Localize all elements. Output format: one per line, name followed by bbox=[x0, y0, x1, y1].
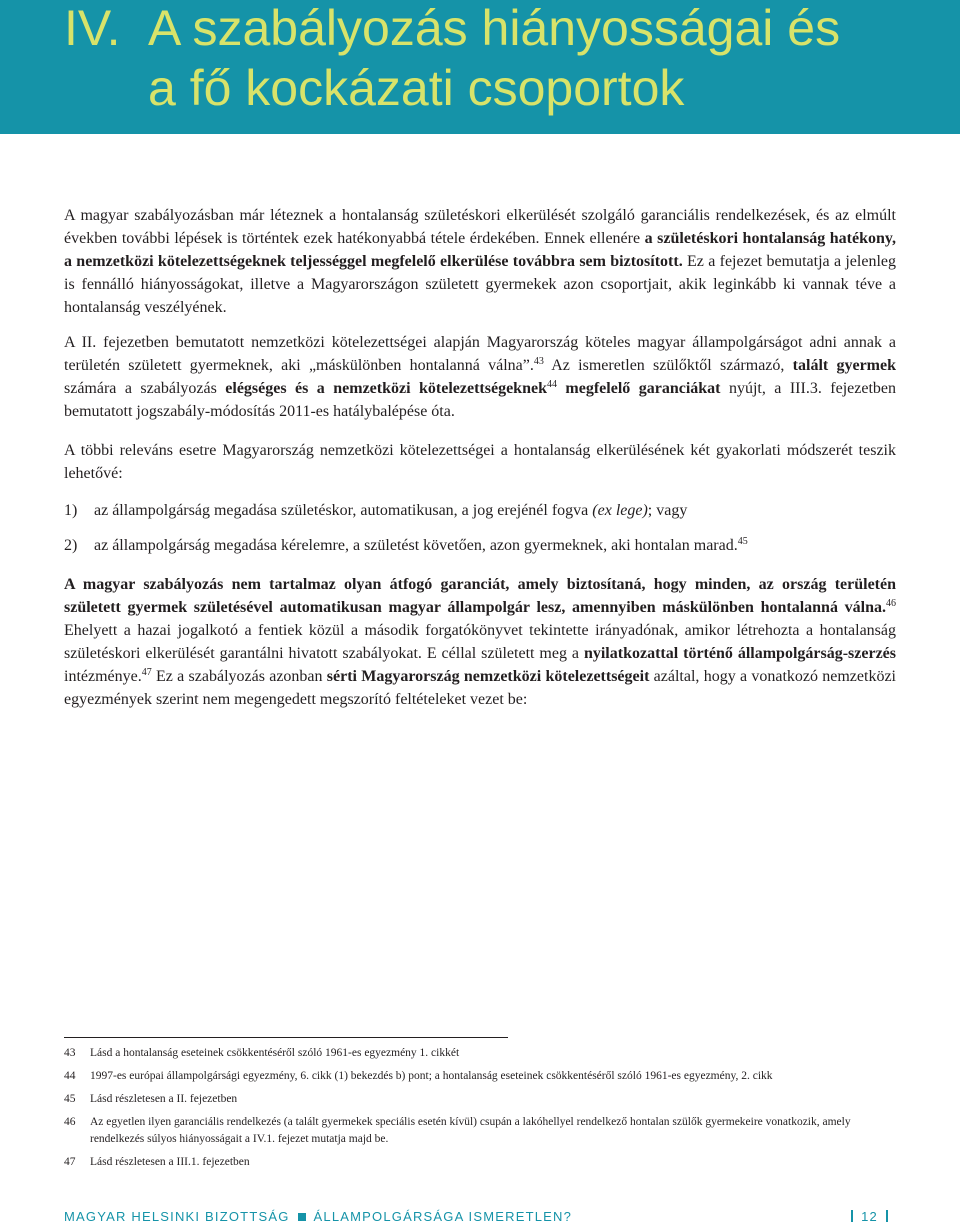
footnote-44 bbox=[64, 1068, 896, 1085]
list-item-text: az állampolgárság megadása kérelemre, a születést követően, azon gyermeknek, aki hontalan marad.$^{45}$ bbox=[94, 536, 748, 554]
footnotes bbox=[64, 1045, 896, 1177]
footer-org-name: MAGYAR HELSINKI BIZOTTSÁG bbox=[64, 1209, 290, 1224]
footnote-number: 46 bbox=[64, 1116, 76, 1128]
paragraph-obligations: A II. fejezetben bemutatott nemzetközi kötelezettségei alapján Magyarország köteles magyar állampolgárságot adni annak a területén született gyermeknek, aki „máskülönben hontalanná válna”.$^{43}$ Az ismeretlen szülőktől származó, talált gyermek számára a szabályozás elégséges és a nemzetközi kötelezettségeknek$^{44}$ megfelelő garanciákat nyújt, a III.3. fejezetben bemutatott jogszabály-módosítás 2011-es hatálybalépése óta. bbox=[64, 334, 897, 420]
emphasis-text: talált gyermek bbox=[792, 357, 897, 374]
footer-publication bbox=[64, 1209, 572, 1224]
chapter-title-line-2: a fő kockázati csoportok bbox=[148, 60, 685, 116]
footnote-text: Lásd a hontalanság eseteinek csökkentéséről szóló 1961-es egyezmény 1. cikkét bbox=[90, 1047, 460, 1059]
footnote-number: 43 bbox=[64, 1047, 76, 1059]
emphasis-text: elégséges és a nemzetközi kötelezettségeknek bbox=[225, 380, 547, 397]
footnote-number: 44 bbox=[64, 1070, 76, 1082]
chapter-title bbox=[64, 0, 944, 118]
footnote-text: Lásd részletesen a III.1. fejezetben bbox=[90, 1156, 250, 1168]
footnote-divider bbox=[64, 1037, 508, 1038]
emphasis-text: a születéskori hontalanság hatékony, a nemzetközi kötelezettségeknek teljességgel megfelelő elkerülése továbbra sem biztosított. bbox=[64, 230, 897, 270]
emphasis-text: A magyar szabályozás nem tartalmaz olyan átfogó garanciát, amely biztosítaná, hogy minden, az ország területén született gyermek születésével automatikusan magyar állampolgár lesz, amennyiben máskülönben hontalanná válna. bbox=[64, 576, 896, 616]
page-number-box bbox=[843, 1209, 896, 1224]
footnote-43 bbox=[64, 1045, 896, 1062]
emphasis-text: megfelelő garanciákat bbox=[565, 380, 721, 397]
chapter-numeral: IV. bbox=[64, 0, 121, 56]
list-item-number: 1) bbox=[64, 502, 78, 519]
footnote-number: 45 bbox=[64, 1093, 76, 1105]
footnote-ref-43[interactable]: 43 bbox=[533, 356, 544, 367]
footnote-45 bbox=[64, 1091, 896, 1108]
list-item-text: az állampolgárság megadása születéskor, automatikusan, a jog erejénél fogva (ex lege); vagy bbox=[94, 502, 688, 519]
chapter-title-line-1: A szabályozás hiányosságai és bbox=[148, 0, 841, 56]
footnote-ref-44[interactable]: 44 bbox=[546, 379, 557, 390]
footnote-46 bbox=[64, 1114, 896, 1148]
list-item bbox=[64, 534, 896, 557]
paragraph-methods: A többi releváns esetre Magyarország nemzetközi kötelezettségei a hontalanság elkerülésének két gyakorlati módszerét teszik lehetővé: bbox=[64, 442, 896, 482]
bar-icon bbox=[886, 1210, 888, 1222]
square-icon bbox=[298, 1213, 306, 1221]
paragraph-main-finding: A magyar szabályozás nem tartalmaz olyan átfogó garanciát, amely biztosítaná, hogy minden, az ország területén született gyermek születésével automatikusan magyar állampolgár lesz, amennyiben máskülönben hontalanná válna.$^{46}$ Ehelyett a hazai jogalkotó a fentiek közül a második forgatókönyvet tekintette irányadónak, amikor létrehozta a hontalanság születéskori elkerülését garantálni hivatott szabályokat. E céllal született meg a nyilatkozattal történő állampolgárság-szerzés intézménye.$^{47}$ Ez a szabályozás azonban sérti Magyarország nemzetközi kötelezettségeit azáltal, hogy a vonatkozó nemzetközi egyezmények szerint nem megengedett megszorító feltételeket vezet be: bbox=[64, 576, 897, 708]
footnote-ref-47[interactable]: 47 bbox=[141, 667, 152, 678]
list-item bbox=[64, 499, 896, 522]
footnote-ref-45[interactable]: 45 bbox=[737, 536, 748, 547]
footnote-47 bbox=[64, 1154, 896, 1171]
page-footer bbox=[64, 1209, 896, 1227]
footnote-text: 1997-es európai állampolgársági egyezmény, 6. cikk (1) bekezdés b) pont; a hontalanság eseteinek csökkentéséről szóló 1961-es egyezmény, 2. cikk bbox=[90, 1070, 773, 1082]
list-item-number: 2) bbox=[64, 537, 78, 554]
page-number: 12 bbox=[861, 1209, 878, 1224]
footnote-number: 47 bbox=[64, 1156, 76, 1168]
footnote-ref-46[interactable]: 46 bbox=[886, 598, 896, 609]
paragraph-intro: A magyar szabályozásban már léteznek a hontalanság születéskori elkerülését szolgáló garanciális rendelkezések, és az elmúlt években további lépések is történtek ezek hatékonyabbá tétele érdekében. Ennek ellenére a születéskori hontalanság hatékony, a nemzetközi kötelezettségeknek teljességgel megfelelő elkerülése továbbra sem biztosított. Ez a fejezet bemutatja a jelenleg is fennálló hiányosságokat, illetve a Magyarországon született gyermekek azon csoportjait, akik leginkább ki vannak téve a hontalanság veszélyének. bbox=[64, 207, 897, 316]
footer-publication-title: ÁLLAMPOLGÁRSÁGA ISMERETLEN? bbox=[313, 1209, 573, 1224]
bar-icon bbox=[851, 1210, 853, 1222]
footnote-text: Az egyetlen ilyen garanciális rendelkezés (a talált gyermekek speciális esetén kívül) csupán a lakóhellyel rendelkező hontalan szülők gyermekeire vonatkozik, amely rendelkezés súlyos hiányosságait a IV.1. fejezet mutatja majd be. bbox=[90, 1116, 851, 1145]
footnote-text: Lásd részletesen a II. fejezetben bbox=[90, 1093, 238, 1105]
chapter-body bbox=[64, 204, 896, 725]
emphasis-text: sérti Magyarország nemzetközi kötelezettségeit bbox=[326, 668, 650, 685]
emphasis-text: nyilatkozattal történő állampolgárság-szerzés bbox=[583, 645, 897, 662]
